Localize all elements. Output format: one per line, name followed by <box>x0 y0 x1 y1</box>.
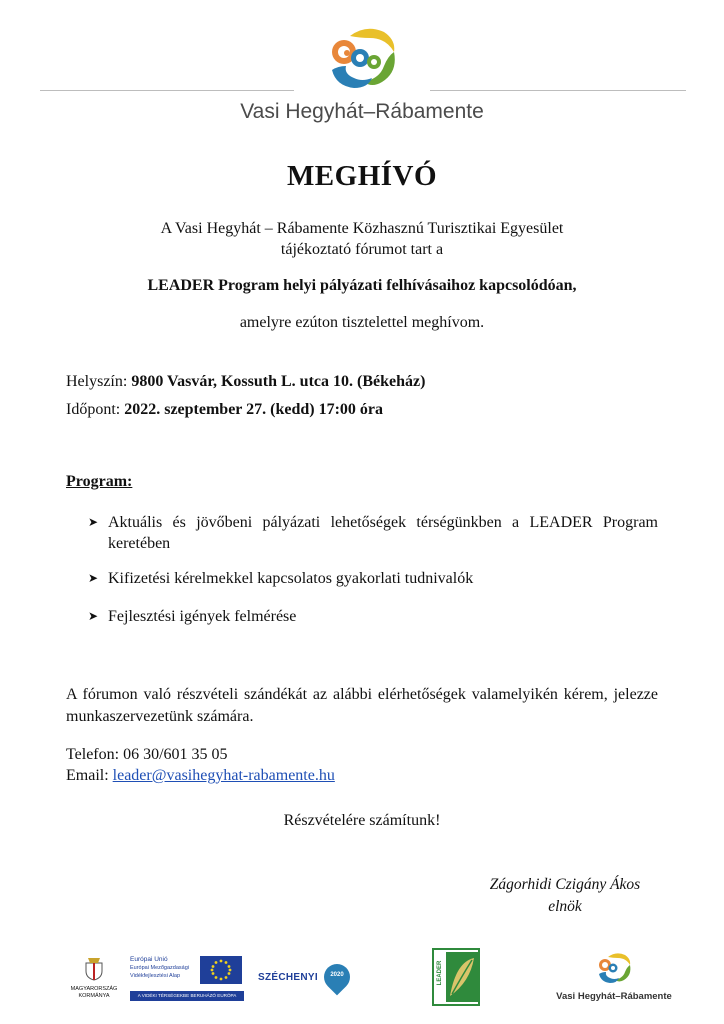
email-label: Email: <box>66 767 109 784</box>
eu-line-3: Vidékfejlesztési Alap <box>130 973 181 979</box>
time-line <box>66 401 383 419</box>
footer-brand-logo <box>552 950 676 1006</box>
leader-logo <box>432 948 480 1006</box>
intro-line-2: tájékoztató fórumot tart a <box>280 241 444 258</box>
arrow-bullet-icon: ➤ <box>88 571 99 585</box>
eu-flag-icon <box>200 956 242 984</box>
arrow-bullet-icon: ➤ <box>88 515 99 529</box>
footer-brand-text: Vasi Hegyhát–Rábamente <box>556 991 672 1002</box>
program-item-text: Fejlesztési igények felmérése <box>108 608 297 625</box>
email-line <box>66 767 335 785</box>
header-rule-right <box>430 90 686 91</box>
program-item-text: Kifizetési kérelmekkel kapcsolatos gyakorlati tudnivalók <box>108 570 474 587</box>
time-value: 2022. szeptember 27. (kedd) 17:00 óra <box>124 401 383 418</box>
program-item <box>88 512 658 554</box>
government-logo <box>64 955 124 1013</box>
leader-text: LEADER <box>437 960 443 986</box>
gov-line-1: MAGYARORSZÁG <box>70 986 118 992</box>
szechenyi-logo <box>258 964 358 992</box>
eu-funding-logo <box>130 956 244 1004</box>
program-item <box>88 568 658 589</box>
location-value: 9800 Vasvár, Kossuth L. utca 10. (Békeház) <box>131 373 426 390</box>
program-item <box>88 606 658 627</box>
phone-value: 06 30/601 35 05 <box>123 746 228 763</box>
eu-line-1: Európai Unió <box>130 956 168 963</box>
phone-label: Telefon: <box>66 746 120 763</box>
signature-name: Zágorhidi Czigány Ákos <box>489 876 641 893</box>
phone-line <box>66 746 228 764</box>
location-label: Helyszín: <box>66 373 128 390</box>
program-title: Program: <box>66 473 133 490</box>
header-rule-left <box>40 90 294 91</box>
intro-highlight: LEADER Program helyi pályázati felhívásaihoz kapcsolódóan, <box>147 277 577 294</box>
time-label: Időpont: <box>66 401 121 418</box>
intro-line-3: amelyre ezúton tisztelettel meghívom. <box>239 314 485 331</box>
szechenyi-text: SZÉCHENYI <box>258 972 318 983</box>
page-title: MEGHÍVÓ <box>286 160 438 192</box>
leaf-icon <box>446 952 478 1002</box>
signature-role: elnök <box>548 898 582 915</box>
closing-text: Részvételére számítunk! <box>283 812 441 829</box>
szechenyi-year: 2020 <box>330 972 344 978</box>
eu-banner: A VIDÉKI TÉRSÉGEKBE BERUHÁZÓ EURÓPA <box>130 991 244 1001</box>
location-line <box>66 373 425 391</box>
coat-of-arms-icon <box>84 955 104 981</box>
gov-line-2: KORMÁNYA <box>78 993 110 999</box>
program-item-text: Aktuális és jövőbeni pályázati lehetőségek térségünkben a LEADER Program keretében <box>108 514 658 552</box>
request-paragraph: A fórumon való részvételi szándékát az alábbi elérhetőségek valamelyikén kérem, jelezze munkaszervezetünk számára. <box>66 686 658 725</box>
header-logo <box>322 22 402 94</box>
brand-swirl-icon <box>594 950 634 986</box>
header-brand-name: Vasi Hegyhát–Rábamente <box>240 100 484 123</box>
eu-line-2: Európai Mezőgazdasági <box>130 965 190 971</box>
email-link[interactable]: leader@vasihegyhat-rabamente.hu <box>112 767 335 784</box>
intro-line-1: A Vasi Hegyhát – Rábamente Közhasznú Turisztikai Egyesület <box>160 220 564 237</box>
arrow-bullet-icon: ➤ <box>88 609 99 623</box>
